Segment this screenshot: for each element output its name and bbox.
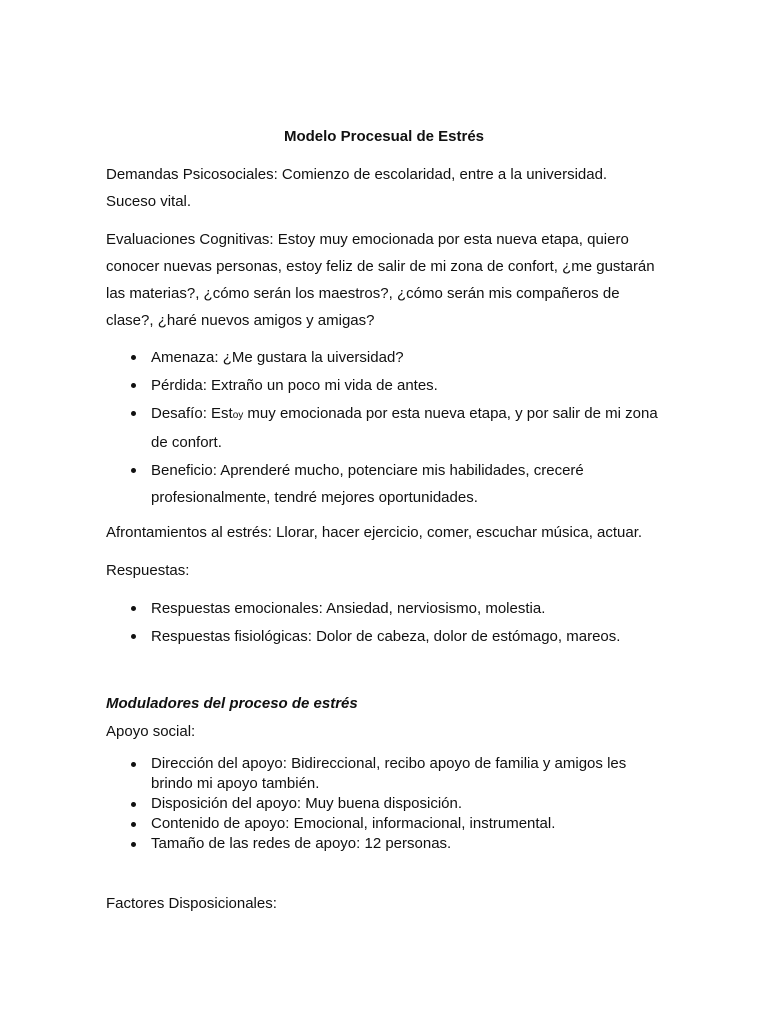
respuestas-list (106, 595, 666, 651)
list-item-perdida: Pérdida: Extraño un poco mi vida de antes. (106, 372, 666, 399)
desafio-text-c: muy emocionada por esta nueva etapa, y por salir de mi zona de confort. (151, 405, 658, 451)
desafio-text-small: oy (232, 410, 244, 421)
list-item-tamano-redes: Tamaño de las redes de apoyo: 12 personas. (106, 834, 666, 854)
list-item-disposicion-apoyo: Disposición del apoyo: Muy buena disposición. (106, 794, 666, 814)
apoyo-label-text: Apoyo social: (106, 723, 196, 740)
document-title: Modelo Procesual de Estrés (283, 128, 485, 145)
list-item-contenido-apoyo: Contenido de apoyo: Emocional, informacional, instrumental. (106, 814, 666, 834)
apoyo-list (106, 754, 666, 854)
respuestas-label-text: Respuestas: (106, 562, 190, 579)
list-item-direccion-apoyo: Dirección del apoyo: Bidireccional, recibo apoyo de familia y amigos les brindo mi apoyo también. (106, 754, 666, 794)
respuestas-label (106, 557, 666, 584)
demandas-paragraph (106, 161, 666, 215)
demandas-line-2: Suceso vital. (106, 193, 192, 210)
list-item-beneficio: Beneficio: Aprenderé mucho, potenciare mis habilidades, creceré profesionalmente, tendré mejores oportunidades. (106, 457, 666, 511)
list-item-desafio (106, 400, 666, 456)
desafio-text-a: Desafío: Est (151, 405, 233, 422)
list-item-respuesta-fisiologica: Respuestas fisiológicas: Dolor de cabeza, dolor de estómago, mareos. (106, 623, 666, 650)
demandas-line-1: Demandas Psicosociales: Comienzo de escolaridad, entre a la universidad. (106, 166, 608, 183)
moduladores-heading: Moduladores del proceso de estrés (106, 695, 358, 712)
appraisal-list (106, 344, 666, 512)
list-item-respuesta-emocional: Respuestas emocionales: Ansiedad, nerviosismo, molestia. (106, 595, 666, 622)
list-item-amenaza: Amenaza: ¿Me gustara la uiversidad? (106, 344, 666, 371)
factores-label (106, 894, 666, 914)
apoyo-label (106, 722, 666, 742)
evaluaciones-paragraph (106, 226, 662, 334)
evaluaciones-text: Evaluaciones Cognitivas: Estoy muy emocionada por esta nueva etapa, quiero conocer nuevas personas, estoy feliz de salir de mi zona de confort, ¿me gustarán las materias?, ¿cómo serán los maestros?, ¿cómo serán mis compañeros de clase?, ¿haré nuevos amigos y amigas? (106, 231, 655, 329)
factores-label-text: Factores Disposicionales: (106, 895, 277, 912)
afrontamientos-text: Afrontamientos al estrés: Llorar, hacer ejercicio, comer, escuchar música, actuar. (106, 524, 643, 541)
afrontamientos-paragraph (106, 519, 666, 546)
